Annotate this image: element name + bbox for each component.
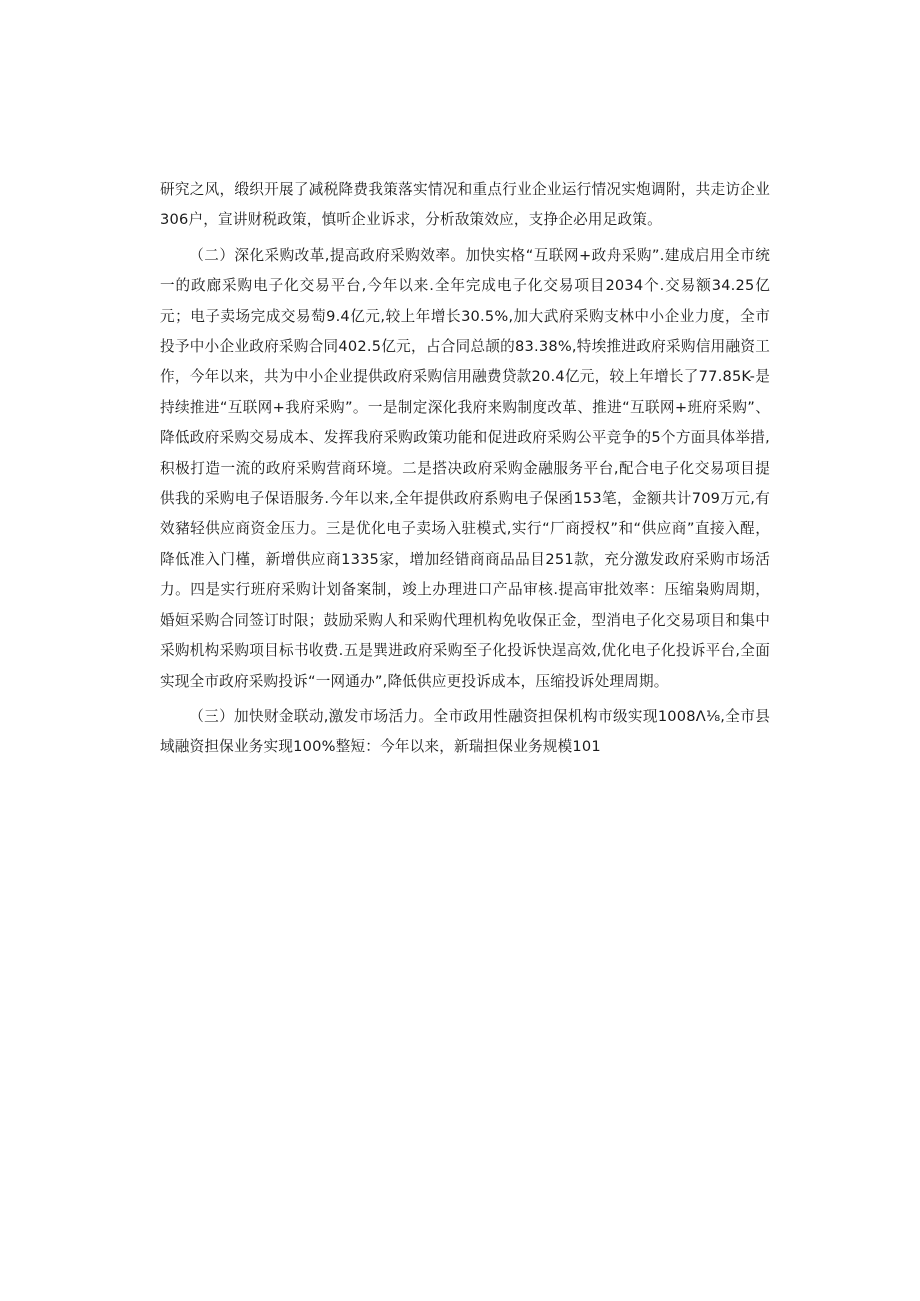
- paragraph-finance-linkage: （三）加快财金联动,激发市场活力。全市政用性融资担保机构市级实现1008Λ⅛,全市县域融资担保业务实现100%整短：今年以来，新瑞担保业务规模101: [160, 707, 770, 756]
- paragraph-procurement-reform: （二）深化采购改革,提高政府采购效率。加快实格“互联网+政舟采购”.建成启用全市统一的政廊采购电子化交易平台,今年以来.全年完成电子化交易项目2034个.交易额34.25亿元；电子卖场完成交易萄9.4亿元,较上年增长30.5%,加大武府采购支林中小企业力度，全市投予中小企业政府采购合同402.5亿元，占合同总颉的83.38%,特埃推进政府采购信用融资工作，今年以来，共为中小企业提供政府采购信用融费贷款20.4亿元，较上年增长了77.85K-是持续推进“互联网+我府采购”。一是制定深化我府来购制度改革、推进“互联网+班府采购”、降低政府采购交易成本、发挥我府采购政策功能和促进政府采购公平竞争的5个方面具体举措,积极打造一流的政府采购营商环境。二是搭决政府采购金融服务平台,配合电子化交易项目提供我的采购电子保语服务.今年以来,全年提供政府系购电子保函153笔，金额共计709万元,有效豬轻供应商资金压力。三是优化电子卖场入驻模式,实行“厂商授权”和“供应商”直接入酲，降低准入门槿，新增供应商1335家，增加经错商商品品目251款，充分激发政府采购市场活力。四是实行班府采购计划备案制，竣上办理进口产品审核.提高审批效率：压缩枭购周期，婚姮采购合同签订时限；鼓励采购人和采购代理机构免收保正金，型消电子化交易项目和集中采购机构采购项目标书收费.五是巽进政府采购至子化投诉快逞高效,优化电子化投诉平台,全面实现全市政府采购投诉“一网通办”,降低供应更投诉成本，压缩投诉处理周期。: [160, 246, 770, 690]
- paragraph-continuation: 研究之风，缎织开展了减税降费我策落实情况和重点行业企业运行情况实炮调附，共走访企业306户，宣讲财税政策，慎听企业诉求，分析敌策效应，支挣企必用足政策。: [160, 181, 770, 229]
- body-text: [160, 175, 770, 763]
